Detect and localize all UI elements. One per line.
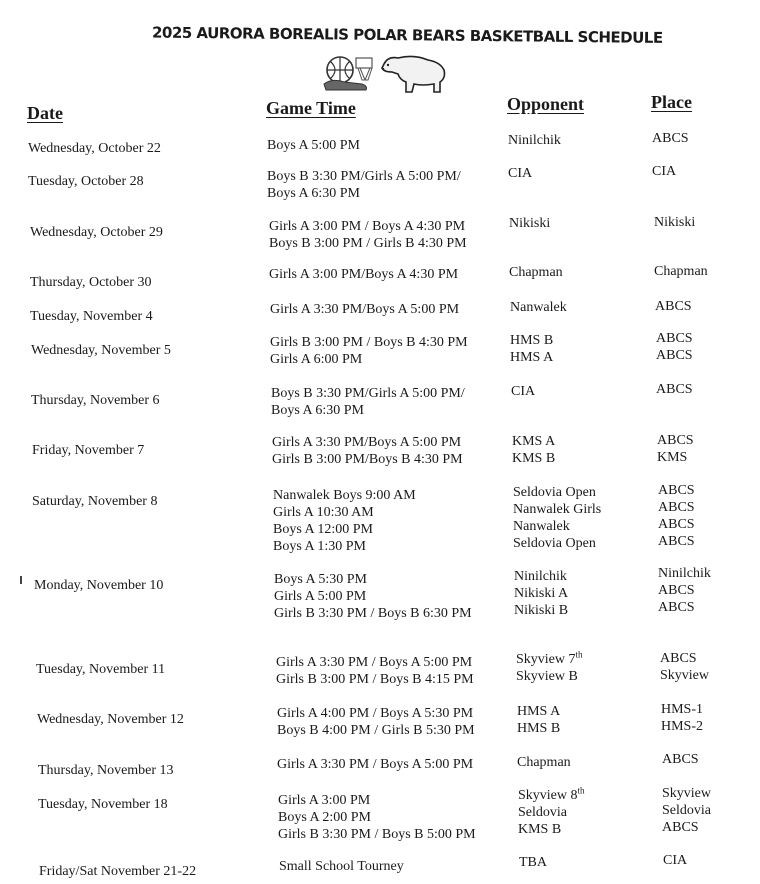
game-time-line: Boys A 1:30 PM	[273, 539, 366, 554]
opponent-cell	[519, 854, 547, 871]
opponent-line: TBA	[519, 855, 547, 870]
game-time-line: Girls A 3:30 PM/Boys A 5:00 PM	[272, 435, 462, 450]
place-line: ABCS	[658, 500, 695, 515]
opponent-cell	[510, 332, 553, 366]
opponent-cell	[510, 299, 567, 316]
place-line: Skyview	[662, 786, 711, 801]
game-time-line: Girls A 4:00 PM / Boys A 5:30 PM	[277, 706, 474, 721]
game-time-line: Boys B 3:30 PM/Girls A 5:00 PM/	[271, 386, 465, 401]
opponent-line: HMS A	[510, 350, 554, 365]
game-time-cell	[277, 705, 475, 739]
game-time-cell	[270, 334, 468, 368]
header-opponent: Opponent	[507, 94, 585, 114]
place-line: ABCS	[656, 382, 693, 397]
scan-mark	[20, 576, 22, 584]
place-cell	[655, 298, 692, 315]
opponent-line: Nikiski A	[514, 586, 569, 601]
game-time-line: Girls A 5:00 PM	[274, 589, 367, 604]
game-time-line: Boys B 3:00 PM / Girls B 4:30 PM	[269, 236, 467, 251]
opponent-line: Nikiski B	[514, 603, 569, 618]
place-line: CIA	[652, 164, 677, 179]
game-time-line: Girls A 3:30 PM / Boys A 5:00 PM	[276, 655, 473, 670]
opponent-line: Skyview 7th	[516, 649, 583, 667]
game-time-cell	[269, 266, 458, 283]
game-time-cell	[272, 434, 463, 468]
date-cell: Thursday, October 30	[30, 275, 152, 290]
opponent-cell	[509, 264, 563, 281]
opponent-line: Ninilchik	[508, 133, 561, 148]
place-line: ABCS	[658, 517, 695, 532]
game-time-line: Girls B 3:00 PM / Boys B 4:30 PM	[270, 335, 468, 350]
place-line: ABCS	[658, 534, 695, 549]
place-line: ABCS	[662, 820, 699, 835]
game-time-cell	[276, 654, 474, 688]
game-time-cell	[279, 858, 404, 875]
place-line: ABCS	[655, 299, 692, 314]
game-time-line: Girls B 3:00 PM/Boys B 4:30 PM	[272, 452, 463, 467]
place-line: ABCS	[658, 583, 695, 598]
game-time-line: Boys A 2:00 PM	[278, 810, 371, 825]
game-time-line: Small School Tourney	[279, 859, 404, 874]
place-line: KMS	[657, 450, 688, 465]
place-line: ABCS	[660, 651, 697, 666]
opponent-line: HMS B	[517, 721, 561, 736]
date-cell: Monday, November 10	[34, 578, 164, 593]
opponent-line: Chapman	[509, 265, 563, 280]
opponent-cell	[517, 754, 571, 771]
place-cell	[661, 701, 703, 735]
opponent-line: KMS B	[512, 451, 556, 466]
opponent-cell	[513, 484, 601, 552]
place-cell	[652, 130, 689, 147]
place-line: ABCS	[652, 131, 689, 146]
place-cell	[660, 650, 709, 684]
opponent-cell	[517, 703, 560, 737]
header-place: Place	[651, 92, 692, 112]
place-line: HMS-1	[661, 702, 704, 717]
game-time-line: Boys B 4:00 PM / Girls B 5:30 PM	[277, 723, 475, 738]
opponent-line: Chapman	[517, 755, 571, 770]
opponent-line: HMS A	[517, 704, 561, 719]
game-time-cell	[278, 792, 476, 843]
opponent-line: Seldovia Open	[513, 536, 596, 551]
opponent-line: CIA	[508, 166, 533, 181]
place-line: CIA	[663, 853, 688, 868]
opponent-line: Ninilchik	[514, 569, 567, 584]
date-cell: Wednesday, November 5	[31, 343, 171, 358]
place-cell	[652, 163, 676, 180]
place-cell	[663, 852, 687, 869]
opponent-line: KMS B	[518, 822, 562, 837]
game-time-line: Girls A 3:00 PM/Boys A 4:30 PM	[269, 267, 459, 282]
game-time-line: Boys A 6:30 PM	[271, 403, 364, 418]
game-time-line: Girls A 6:00 PM	[270, 352, 363, 367]
place-cell	[662, 785, 711, 836]
opponent-line: Seldovia	[518, 805, 567, 820]
date-cell: Thursday, November 13	[38, 763, 174, 778]
date-cell: Tuesday, November 11	[36, 662, 166, 677]
game-time-line: Boys A 6:30 PM	[267, 186, 360, 201]
opponent-cell	[511, 383, 535, 400]
date-cell: Wednesday, October 29	[30, 225, 163, 240]
place-line: ABCS	[662, 752, 699, 767]
game-time-line: Girls A 3:30 PM/Boys A 5:00 PM	[270, 302, 460, 317]
date-cell: Thursday, November 6	[31, 393, 160, 408]
place-line: ABCS	[658, 483, 695, 498]
game-time-cell	[269, 218, 467, 252]
place-line: Ninilchik	[658, 566, 711, 581]
place-line: ABCS	[657, 433, 694, 448]
opponent-line: Nanwalek	[510, 300, 567, 315]
opponent-cell	[509, 215, 550, 232]
date-cell: Wednesday, November 12	[37, 712, 184, 727]
place-cell	[662, 751, 699, 768]
game-time-cell	[267, 137, 360, 154]
game-time-cell	[270, 301, 459, 318]
game-time-line: Girls B 3:30 PM / Boys B 5:00 PM	[278, 827, 476, 842]
game-time-cell	[277, 756, 473, 773]
date-cell: Tuesday, November 4	[30, 309, 153, 324]
game-time-line: Nanwalek Boys 9:00 AM	[273, 488, 416, 503]
game-time-line: Boys B 3:30 PM/Girls A 5:00 PM/	[267, 169, 461, 184]
opponent-line: Seldovia Open	[513, 485, 596, 500]
date-cell: Tuesday, November 18	[38, 797, 168, 812]
place-cell	[654, 263, 708, 280]
game-time-line: Boys A 12:00 PM	[273, 522, 373, 537]
game-time-line: Girls A 3:00 PM / Boys A 4:30 PM	[269, 219, 466, 234]
opponent-line: Nikiski	[509, 216, 551, 231]
opponent-line: HMS B	[510, 333, 554, 348]
game-time-line: Girls A 3:30 PM / Boys A 5:00 PM	[277, 757, 474, 772]
place-cell	[654, 214, 695, 231]
opponent-cell	[516, 651, 583, 685]
opponent-line: KMS A	[512, 434, 556, 449]
game-time-cell	[273, 487, 416, 555]
basketball-bear-icon	[322, 48, 450, 94]
place-line: Skyview	[660, 668, 709, 683]
header-game-time: Game Time	[266, 98, 356, 118]
game-time-line: Boys A 5:30 PM	[274, 572, 367, 587]
place-line: HMS-2	[661, 719, 704, 734]
game-time-cell	[267, 168, 461, 202]
game-time-line: Girls B 3:30 PM / Boys B 6:30 PM	[274, 606, 472, 621]
game-time-cell	[271, 385, 465, 419]
game-time-line: Boys A 5:00 PM	[267, 138, 360, 153]
game-time-line: Girls A 10:30 AM	[273, 505, 374, 520]
date-cell: Tuesday, October 28	[28, 174, 144, 189]
place-line: ABCS	[658, 600, 695, 615]
place-cell	[658, 482, 695, 550]
date-cell: Saturday, November 8	[32, 494, 158, 509]
place-cell	[656, 330, 693, 364]
place-line: Seldovia	[662, 803, 711, 818]
opponent-line: CIA	[511, 384, 536, 399]
game-time-cell	[274, 571, 472, 622]
place-line: Nikiski	[654, 215, 696, 230]
place-cell	[658, 565, 711, 616]
date-cell: Friday, November 7	[32, 443, 145, 458]
opponent-cell	[518, 787, 585, 838]
header-date: Date	[27, 103, 63, 123]
opponent-line: Nanwalek	[513, 519, 570, 534]
place-line: Chapman	[654, 264, 708, 279]
place-line: ABCS	[656, 348, 693, 363]
game-time-line: Girls B 3:00 PM / Boys B 4:15 PM	[276, 672, 474, 687]
opponent-cell	[508, 132, 561, 149]
place-line: ABCS	[656, 331, 693, 346]
place-cell	[656, 381, 693, 398]
opponent-cell	[514, 568, 568, 619]
opponent-cell	[512, 433, 555, 467]
place-cell	[657, 432, 694, 466]
opponent-line: Skyview 8th	[518, 785, 585, 803]
date-cell: Wednesday, October 22	[28, 141, 161, 156]
game-time-line: Girls A 3:00 PM	[278, 793, 371, 808]
date-cell: Friday/Sat November 21-22	[39, 864, 197, 879]
opponent-line: Nanwalek Girls	[513, 502, 602, 517]
opponent-line: Skyview B	[516, 669, 578, 684]
page-title: 2025 AURORA BOREALIS POLAR BEARS BASKETBALL SCHEDULE	[151, 23, 663, 47]
opponent-cell	[508, 165, 532, 182]
